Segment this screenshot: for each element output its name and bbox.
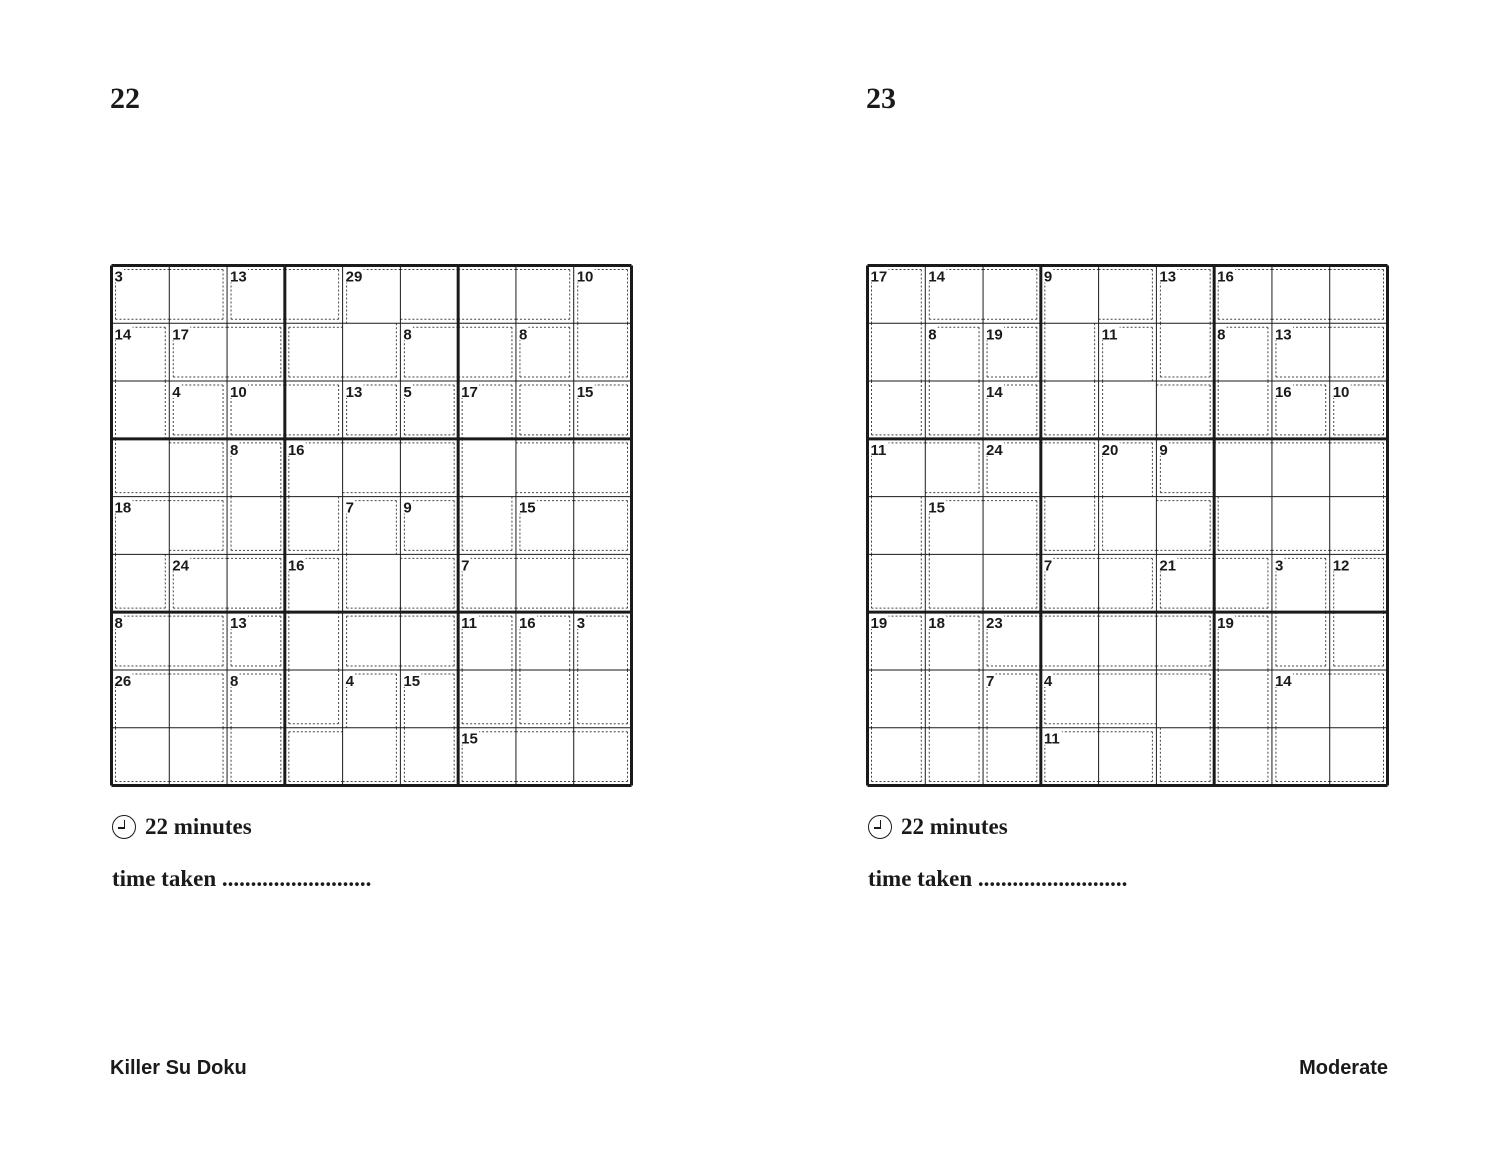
sudoku-cell[interactable] [983,670,1041,728]
sudoku-cell[interactable] [1330,728,1388,786]
sudoku-cell[interactable] [983,266,1041,324]
sudoku-cell[interactable] [227,381,285,439]
sudoku-cell[interactable] [1214,728,1272,786]
sudoku-cell[interactable] [983,728,1041,786]
sudoku-cell[interactable] [516,612,574,670]
sudoku-cell[interactable] [285,266,343,324]
sudoku-cell[interactable] [868,266,926,324]
sudoku-cell[interactable] [1330,266,1388,324]
sudoku-cell[interactable] [169,670,227,728]
sudoku-cell[interactable] [1156,728,1214,786]
sudoku-cell[interactable] [169,497,227,555]
page-number: 22 [110,82,140,115]
sudoku-cell[interactable] [343,554,401,612]
sudoku-cell[interactable] [516,554,574,612]
sudoku-cell[interactable] [227,728,285,786]
sudoku-cell[interactable] [925,381,983,439]
sudoku-cell[interactable] [112,670,170,728]
sudoku-cell[interactable] [868,323,926,381]
sudoku-cell[interactable] [574,612,632,670]
sudoku-cell[interactable] [574,670,632,728]
sudoku-cell[interactable] [112,554,170,612]
sudoku-cell[interactable] [343,612,401,670]
sudoku-cell[interactable] [227,612,285,670]
sudoku-cell[interactable] [458,439,516,497]
sudoku-cell[interactable] [400,497,458,555]
sudoku-cell[interactable] [1272,266,1330,324]
sudoku-cell[interactable] [285,612,343,670]
sudoku-cell[interactable] [868,728,926,786]
sudoku-cell[interactable] [343,266,401,324]
sudoku-cell[interactable] [227,497,285,555]
sudoku-cell[interactable] [868,670,926,728]
sudoku-cell[interactable] [343,497,401,555]
sudoku-cell[interactable] [1099,554,1157,612]
sudoku-cell[interactable] [458,266,516,324]
sudoku-cell[interactable] [1041,554,1099,612]
killer-sudoku-grid [866,264,1389,787]
sudoku-cell[interactable] [343,323,401,381]
sudoku-cell[interactable] [983,612,1041,670]
sudoku-cell[interactable] [400,439,458,497]
sudoku-cell[interactable] [574,323,632,381]
sudoku-cell[interactable] [1214,670,1272,728]
sudoku-cell[interactable] [925,554,983,612]
sudoku-cell[interactable] [1214,497,1272,555]
sudoku-cell[interactable] [1041,728,1099,786]
sudoku-cell[interactable] [169,323,227,381]
sudoku-cell[interactable] [925,497,983,555]
sudoku-cell[interactable] [112,728,170,786]
sudoku-cell[interactable] [516,728,574,786]
sudoku-cell[interactable] [574,728,632,786]
sudoku-cell[interactable] [343,381,401,439]
grid-svg [866,264,1389,787]
sudoku-cell[interactable] [112,497,170,555]
sudoku-cell[interactable] [574,439,632,497]
sudoku-cell[interactable] [285,728,343,786]
sudoku-cell[interactable] [574,266,632,324]
sudoku-cell[interactable] [1272,381,1330,439]
sudoku-cell[interactable] [285,497,343,555]
sudoku-cell[interactable] [343,670,401,728]
sudoku-cell[interactable] [1099,497,1157,555]
time-taken-field[interactable]: time taken .......................... [112,866,372,891]
sudoku-cell[interactable] [1041,497,1099,555]
sudoku-cell[interactable] [868,381,926,439]
sudoku-cell[interactable] [1272,670,1330,728]
sudoku-cell[interactable] [285,439,343,497]
sudoku-cell[interactable] [227,554,285,612]
sudoku-cell[interactable] [169,381,227,439]
sudoku-cell[interactable] [1099,670,1157,728]
sudoku-cell[interactable] [458,728,516,786]
sudoku-cell[interactable] [1099,323,1157,381]
sudoku-cell[interactable] [1214,381,1272,439]
sudoku-cell[interactable] [868,554,926,612]
sudoku-cell[interactable] [983,497,1041,555]
sudoku-cell[interactable] [169,266,227,324]
clock-icon [868,815,892,839]
sudoku-cell[interactable] [1041,670,1099,728]
grid-svg [110,264,633,787]
sudoku-cell[interactable] [516,381,574,439]
sudoku-cell[interactable] [1330,497,1388,555]
sudoku-cell[interactable] [458,670,516,728]
sudoku-cell[interactable] [516,439,574,497]
sudoku-cell[interactable] [169,728,227,786]
sudoku-cell[interactable] [1099,728,1157,786]
time-limit-text: 22 minutes [901,814,1008,839]
sudoku-cell[interactable] [983,381,1041,439]
sudoku-cell[interactable] [458,323,516,381]
killer-sudoku-grid [110,264,633,787]
sudoku-cell[interactable] [1041,439,1099,497]
sudoku-cell[interactable] [169,612,227,670]
sudoku-cell[interactable] [1272,439,1330,497]
sudoku-cell[interactable] [516,266,574,324]
sudoku-cell[interactable] [343,439,401,497]
sudoku-cell[interactable] [227,439,285,497]
sudoku-cell[interactable] [227,266,285,324]
sudoku-cell[interactable] [983,439,1041,497]
sudoku-cell[interactable] [1272,497,1330,555]
sudoku-cell[interactable] [1041,381,1099,439]
sudoku-cell[interactable] [400,266,458,324]
sudoku-cell[interactable] [1272,612,1330,670]
page-number: 23 [866,82,896,115]
sudoku-cell[interactable] [574,497,632,555]
sudoku-cell[interactable] [1330,439,1388,497]
sudoku-cell[interactable] [285,554,343,612]
sudoku-cell[interactable] [925,612,983,670]
sudoku-cell[interactable] [1330,670,1388,728]
sudoku-cell[interactable] [925,266,983,324]
sudoku-cell[interactable] [112,439,170,497]
sudoku-cell[interactable] [1041,266,1099,324]
sudoku-cell[interactable] [868,439,926,497]
sudoku-cell[interactable] [925,439,983,497]
sudoku-cell[interactable] [169,554,227,612]
sudoku-cell[interactable] [285,670,343,728]
sudoku-cell[interactable] [983,323,1041,381]
sudoku-cell[interactable] [1214,323,1272,381]
sudoku-cell[interactable] [1330,381,1388,439]
sudoku-cell[interactable] [458,612,516,670]
sudoku-cell[interactable] [400,612,458,670]
sudoku-cell[interactable] [1156,497,1214,555]
sudoku-cell[interactable] [112,612,170,670]
sudoku-cell[interactable] [868,612,926,670]
sudoku-cell[interactable] [1156,381,1214,439]
sudoku-cell[interactable] [1272,323,1330,381]
sudoku-cell[interactable] [516,497,574,555]
sudoku-cell[interactable] [400,728,458,786]
sudoku-cell[interactable] [1214,554,1272,612]
sudoku-cell[interactable] [1214,266,1272,324]
sudoku-cell[interactable] [868,497,926,555]
time-limit-text: 22 minutes [145,814,252,839]
sudoku-cell[interactable] [1156,670,1214,728]
sudoku-cell[interactable] [400,381,458,439]
sudoku-cell[interactable] [458,554,516,612]
sudoku-cell[interactable] [574,554,632,612]
sudoku-cell[interactable] [1041,323,1099,381]
sudoku-cell[interactable] [1156,266,1214,324]
book-title-footer: Killer Su Doku [110,1057,247,1079]
sudoku-cell[interactable] [516,670,574,728]
sudoku-cell[interactable] [400,670,458,728]
sudoku-cell[interactable] [1214,439,1272,497]
clock-icon [112,815,136,839]
sudoku-cell[interactable] [1330,612,1388,670]
sudoku-cell[interactable] [983,554,1041,612]
sudoku-cell[interactable] [1330,323,1388,381]
sudoku-cell[interactable] [574,381,632,439]
sudoku-cell[interactable] [1272,554,1330,612]
sudoku-cell[interactable] [112,266,170,324]
sudoku-cell[interactable] [458,381,516,439]
sudoku-cell[interactable] [1099,266,1157,324]
difficulty-footer: Moderate [1299,1057,1388,1079]
sudoku-cell[interactable] [458,497,516,555]
sudoku-cell[interactable] [400,323,458,381]
sudoku-cell[interactable] [112,323,170,381]
time-limit-row [868,814,1008,840]
sudoku-cell[interactable] [925,323,983,381]
sudoku-cell[interactable] [1099,381,1157,439]
sudoku-cell[interactable] [1041,612,1099,670]
time-limit-row [112,814,252,840]
sudoku-cell[interactable] [1156,554,1214,612]
sudoku-cell[interactable] [400,554,458,612]
time-taken-field[interactable]: time taken .......................... [868,866,1128,891]
sudoku-cell[interactable] [285,323,343,381]
sudoku-cell[interactable] [1214,612,1272,670]
sudoku-cell[interactable] [1099,439,1157,497]
sudoku-cell[interactable] [1272,728,1330,786]
sudoku-cell[interactable] [227,323,285,381]
sudoku-cell[interactable] [1330,554,1388,612]
sudoku-cell[interactable] [516,323,574,381]
sudoku-cell[interactable] [227,670,285,728]
sudoku-cell[interactable] [112,381,170,439]
sudoku-cell[interactable] [925,670,983,728]
sudoku-cell[interactable] [285,381,343,439]
sudoku-cell[interactable] [343,728,401,786]
sudoku-cell[interactable] [169,439,227,497]
sudoku-cell[interactable] [1156,323,1214,381]
sudoku-cell[interactable] [1156,612,1214,670]
sudoku-cell[interactable] [1099,612,1157,670]
sudoku-cell[interactable] [1156,439,1214,497]
sudoku-cell[interactable] [925,728,983,786]
